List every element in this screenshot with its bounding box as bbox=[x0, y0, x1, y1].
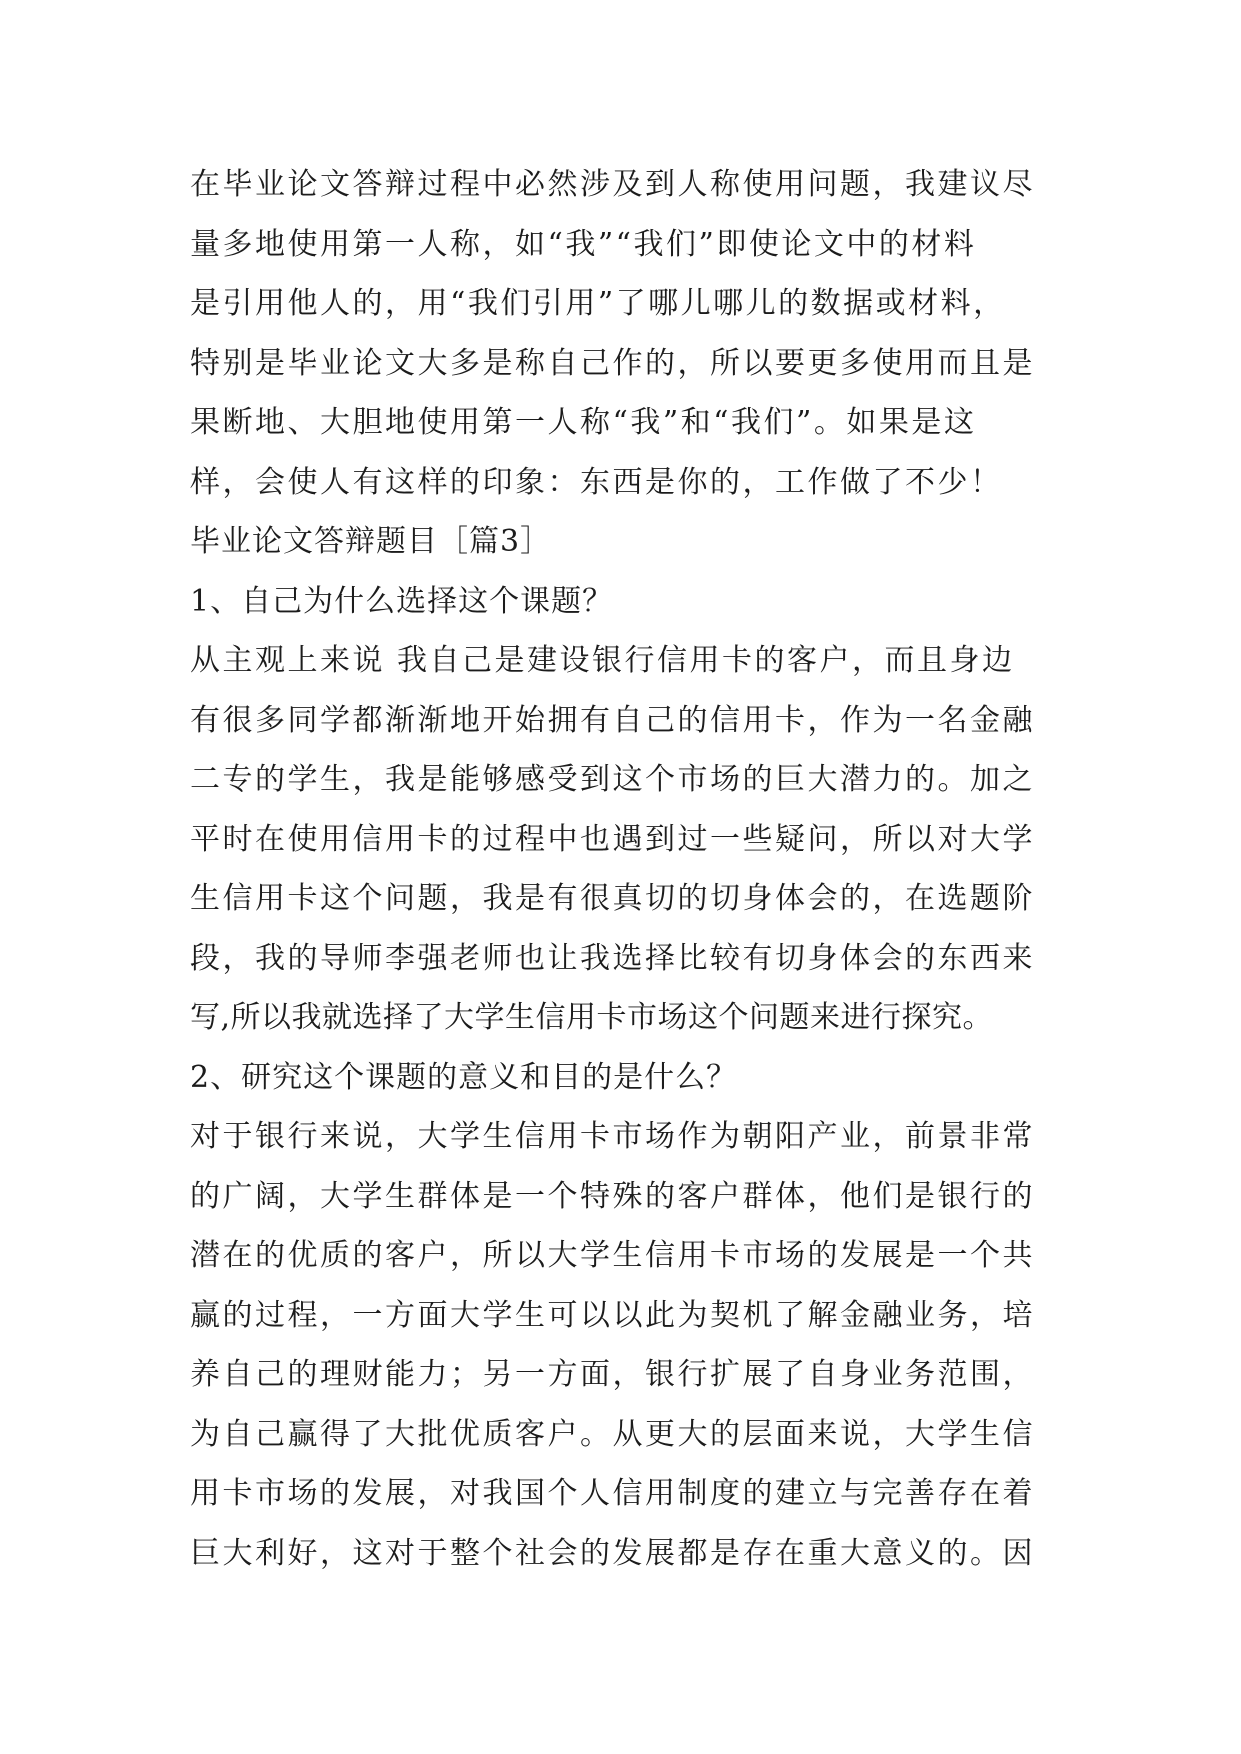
paragraph-line: 从主观上来说 我自己是建设银行信用卡的客户，而且身边 bbox=[190, 643, 1015, 678]
paragraph-line: 特别是毕业论文大多是称自己作的，所以要更多使用而且是 bbox=[190, 345, 1035, 381]
question-heading: 2、研究这个课题的意义和目的是什么？ bbox=[190, 1059, 738, 1095]
paragraph-line: 平时在使用信用卡的过程中也遇到过一些疑问，所以对大学 bbox=[190, 821, 1035, 857]
paragraph-line: 用卡市场的发展，对我国个人信用制度的建立与完善存在着 bbox=[190, 1476, 1035, 1511]
paragraph-line: 的广阔，大学生群体是一个特殊的客户群体，他们是银行的 bbox=[190, 1178, 1035, 1214]
paragraph-line: 写,所以我就选择了大学生信用卡市场这个问题来进行探究。 bbox=[190, 1000, 994, 1035]
paragraph-line: 有很多同学都渐渐地开始拥有自己的信用卡，作为一名金融 bbox=[190, 702, 1035, 738]
paragraph-line: 果断地、大胆地使用第一人称“我”和“我们”。如果是这 bbox=[190, 405, 977, 440]
paragraph-line: 段，我的导师李强老师也让我选择比较有切身体会的东西来 bbox=[190, 940, 1035, 976]
paragraph-line: 是引用他人的，用“我们引用”了哪儿哪儿的数据或材料， bbox=[190, 286, 1006, 321]
paragraph-line: 量多地使用第一人称，如“我”“我们”即使论文中的材料 bbox=[190, 226, 977, 262]
paragraph-line: 养自己的理财能力；另一方面，银行扩展了自身业务范围， bbox=[190, 1357, 1035, 1392]
paragraph-line: 样，会使人有这样的印象：东西是你的，工作做了不少！ bbox=[190, 464, 1003, 500]
question-heading: 1、自己为什么选择这个课题？ bbox=[190, 583, 614, 619]
section-heading: 毕业论文答辩题目［篇3］ bbox=[190, 524, 552, 559]
paragraph-line: 为自己赢得了大批优质客户。从更大的层面来说，大学生信 bbox=[190, 1416, 1035, 1452]
paragraph-line: 赢的过程，一方面大学生可以以此为契机了解金融业务，培 bbox=[190, 1297, 1035, 1333]
paragraph-line: 巨大利好，这对于整个社会的发展都是存在重大意义的。因 bbox=[190, 1535, 1035, 1571]
paragraph-line: 潜在的优质的客户，所以大学生信用卡市场的发展是一个共 bbox=[190, 1238, 1035, 1273]
paragraph-line: 对于银行来说，大学生信用卡市场作为朝阳产业，前景非常 bbox=[190, 1119, 1035, 1154]
paragraph-line: 二专的学生，我是能够感受到这个市场的巨大潜力的。加之 bbox=[190, 762, 1035, 797]
paragraph-line: 生信用卡这个问题，我是有很真切的切身体会的，在选题阶 bbox=[190, 881, 1035, 916]
paragraph-line: 在毕业论文答辩过程中必然涉及到人称使用问题，我建议尽 bbox=[190, 167, 1035, 202]
document-body bbox=[190, 162, 1060, 1590]
